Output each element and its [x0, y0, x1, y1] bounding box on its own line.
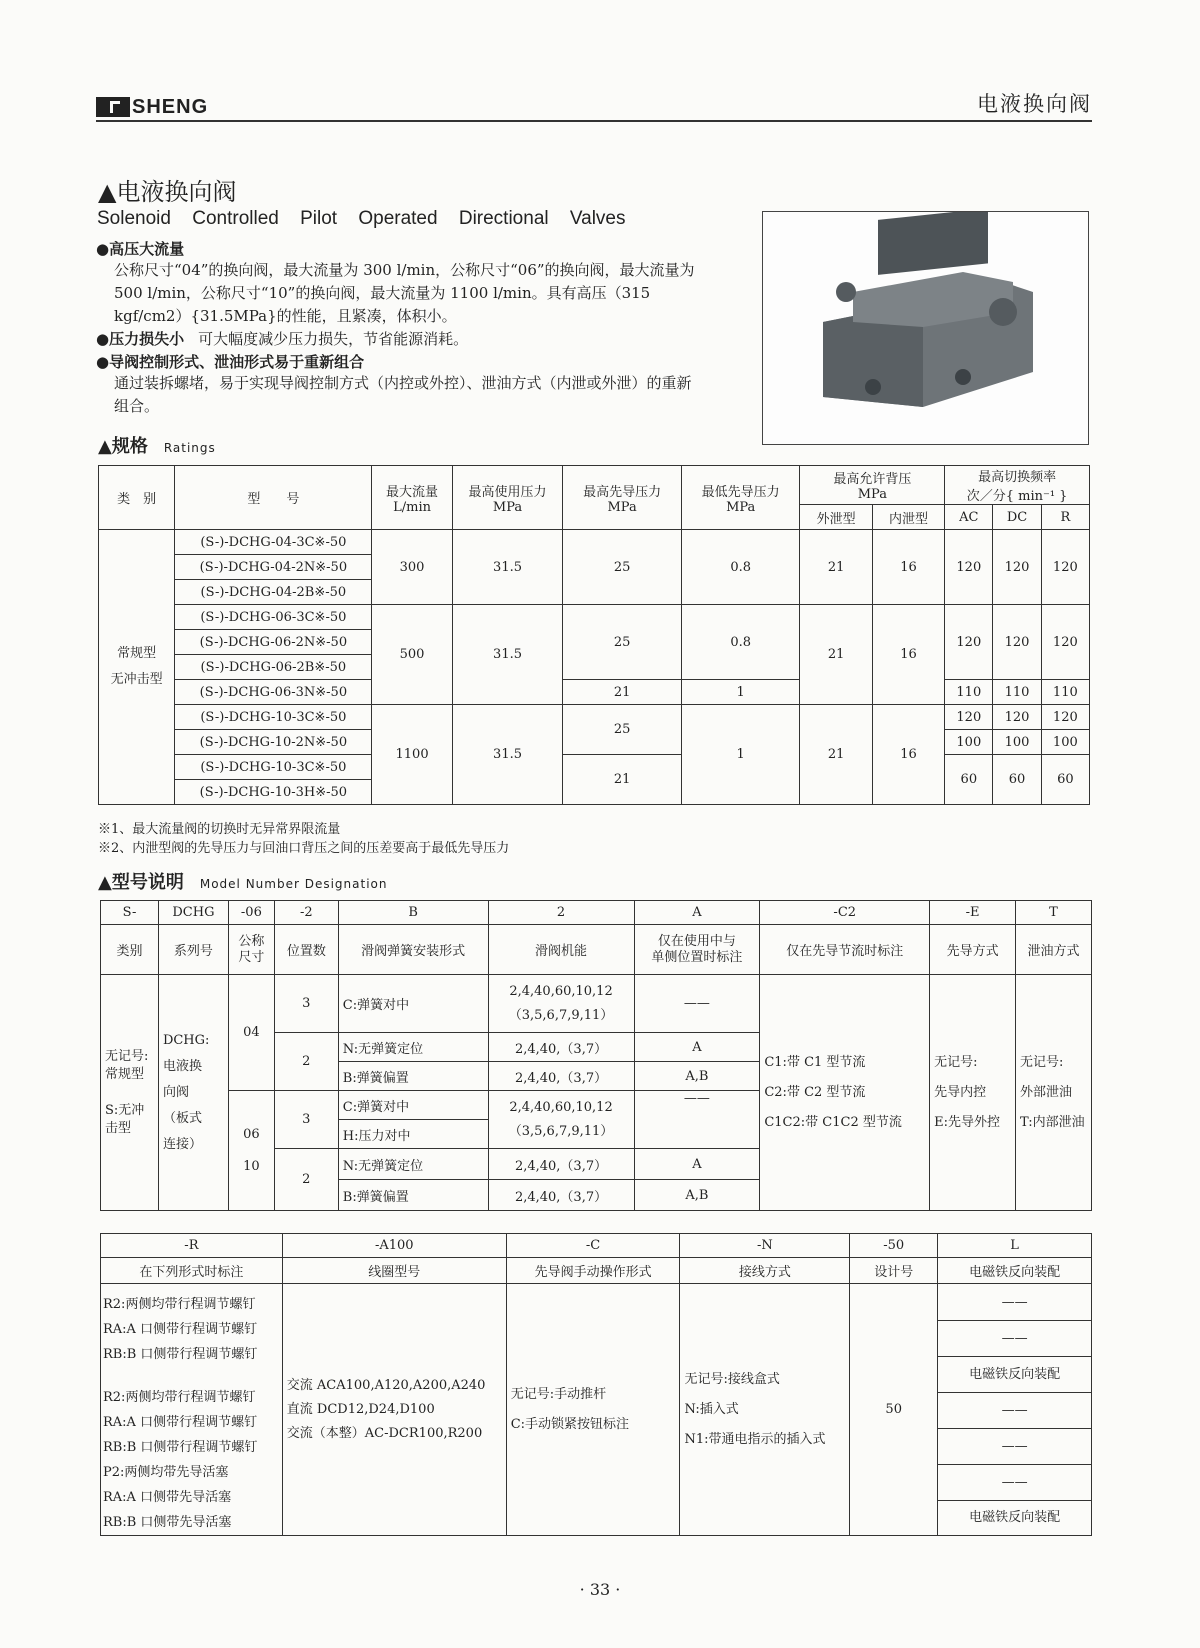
feature-heading: ●导阀控制形式、泄油形式易于重新组合: [96, 353, 365, 371]
spool-cell: 2,4,40,（3,7）: [488, 1062, 634, 1091]
reverse-item: ——: [938, 1393, 1091, 1429]
pressure-cell: 31.5: [452, 530, 563, 605]
model-table: [100, 900, 1092, 1211]
col-model: 型 号: [175, 466, 372, 530]
feature-text: 可大幅度减少压力损失，节省能源消耗。: [198, 330, 469, 348]
pilot-cell: 25: [563, 530, 682, 605]
col-unit: MPa: [492, 499, 523, 515]
spring-cell: B:弹簧偏置: [338, 1180, 488, 1211]
head-cell: 先导方式: [930, 925, 1016, 975]
throttle-cell: C1:带 C1 型节流 C2:带 C2 型节流 C1C2:带 C1C2 型节流: [760, 975, 930, 1211]
side-cell: A: [634, 1149, 760, 1180]
r-option-item: RB:B 口侧带先导活塞: [103, 1515, 232, 1530]
r-option-item: RA:A 口侧带行程调节螺钉: [103, 1322, 258, 1337]
col-max-flow: [372, 466, 452, 530]
code-cell: -N: [680, 1234, 850, 1258]
series-cell: DCHG: 电液换 向阀 （板式 连接）: [158, 975, 228, 1211]
ac-cell: 120: [945, 705, 993, 730]
pilot-cell: 21: [563, 680, 682, 705]
header-title: 电液换向阀: [977, 92, 1092, 116]
model-cell: (S-)-DCHG-10-3C※-50: [175, 755, 372, 780]
head-cell: 仅在使用中与 单侧位置时标注: [634, 925, 760, 975]
r-option-item: RB:B 口侧带行程调节螺钉: [103, 1347, 258, 1362]
col-frequency-label: 最高切换频率: [978, 470, 1057, 485]
pressure-cell: 31.5: [452, 705, 563, 805]
wiring-cell: 无记号:接线盒式 N:插入式 N1:带通电指示的插入式: [680, 1284, 850, 1536]
category-cell: 常规型 无冲击型: [99, 530, 175, 805]
col-dc: DC: [993, 505, 1041, 530]
model-cell: (S-)-DCHG-04-2N※-50: [175, 555, 372, 580]
head-cell: 在下列形式时标注: [101, 1258, 283, 1284]
r-cell: 120: [1041, 530, 1089, 605]
model-cell: (S-)-DCHG-06-2N※-50: [175, 630, 372, 655]
ac-cell: 120: [945, 605, 993, 680]
head-cell: 接线方式: [680, 1258, 850, 1284]
model-subtitle: Model Number Designation: [199, 877, 388, 891]
r-cell: 120: [1041, 705, 1089, 730]
spool-cell: 2,4,40,（3,7）: [488, 1149, 634, 1180]
code-cell: B: [338, 901, 488, 925]
ac-cell: 120: [945, 530, 993, 605]
model-title: [98, 868, 387, 894]
flow-cell: 300: [372, 530, 452, 605]
code-cell: -06: [228, 901, 274, 925]
flow-cell: 1100: [372, 705, 452, 805]
category-cell: 无记号: 常规型 S:无冲 击型: [101, 975, 159, 1211]
spool-cell: 2,4,40,（3,7）: [488, 1180, 634, 1211]
pilot-cell: 21: [563, 755, 682, 805]
ratings-title: [98, 432, 216, 458]
code-cell: L: [938, 1234, 1092, 1258]
reverse-item: ——: [938, 1285, 1091, 1321]
col-int: 内泄型: [872, 505, 944, 530]
flow-cell: 500: [372, 605, 452, 705]
r-cell: 110: [1041, 680, 1089, 705]
ac-cell: 110: [945, 680, 993, 705]
col-unit: MPa: [857, 487, 887, 502]
feature-heading: ●高压大流量: [96, 240, 185, 258]
logo-mark-icon: [96, 97, 130, 117]
code-cell: T: [1016, 901, 1092, 925]
model-title-text: ▲型号说明: [98, 872, 184, 893]
r-option-item: R2:两侧均带行程调节螺钉: [103, 1297, 256, 1312]
model-cell: (S-)-DCHG-06-3C※-50: [175, 605, 372, 630]
col-unit: MPa: [726, 499, 756, 515]
spring-cell: N:无弹簧定位: [338, 1149, 488, 1180]
side-cell: ——: [634, 975, 760, 1033]
head-cell: 先导阀手动操作形式: [506, 1258, 680, 1284]
code-cell: A: [634, 901, 760, 925]
head-cell: 位置数: [274, 925, 338, 975]
min-pilot-cell: 1: [681, 705, 800, 805]
model-cell: (S-)-DCHG-06-3N※-50: [175, 680, 372, 705]
brand-name: SHENG: [132, 95, 209, 118]
ratings-notes: [98, 818, 509, 856]
spool-cell: 2,4,40,（3,7）: [488, 1033, 634, 1062]
col-min-pilot-label: 最低先导压力: [701, 484, 780, 500]
ac-cell: 100: [945, 730, 993, 755]
drain-cell: 无记号: 外部泄油 T:内部泄油: [1016, 975, 1092, 1211]
col-unit: MPa: [607, 499, 637, 515]
int-cell: 16: [872, 705, 944, 805]
model-cell: (S-)-DCHG-04-3C※-50: [175, 530, 372, 555]
min-pilot-cell: 1: [681, 680, 800, 705]
reverse-item: 电磁铁反向装配: [938, 1357, 1091, 1393]
dc-cell: 120: [993, 605, 1041, 680]
page-title: ▲电液换向阀: [98, 178, 237, 206]
dc-cell: 120: [993, 530, 1041, 605]
code-cell: S-: [101, 901, 159, 925]
head-cell: 设计号: [850, 1258, 938, 1284]
feature-row: [96, 328, 696, 351]
product-photo: [762, 211, 1089, 445]
brand-logo: [96, 96, 208, 118]
dc-cell: 100: [993, 730, 1041, 755]
reverse-cell: [938, 1284, 1092, 1536]
model-cell: (S-)-DCHG-06-2B※-50: [175, 655, 372, 680]
col-r: R: [1041, 505, 1089, 530]
col-ext: 外泄型: [800, 505, 872, 530]
r-option-item: RB:B 口侧带行程调节螺钉: [103, 1440, 258, 1455]
size-cell: 06 10: [228, 1091, 274, 1211]
feature-text: 公称尺寸“04”的换向阀，最大流量为 300 l/min，公称尺寸“06”的换向阀，最大流量为 500 l/min，公称尺寸“10”的换向阀，最大流量为 1100 l/min。具有高压（315 kgf/cm2）{31.5MPa}的性能，且紧凑，体积小。: [114, 261, 695, 325]
position-cell: 2: [274, 1033, 338, 1091]
head-cell: 滑阀弹簧安装形式: [338, 925, 488, 975]
code-cell: -A100: [282, 1234, 506, 1258]
head-cell: 类别: [101, 925, 159, 975]
pilot-cell: 无记号: 先导内控 E:先导外控: [930, 975, 1016, 1211]
min-pilot-cell: 0.8: [681, 605, 800, 680]
reverse-item: ——: [938, 1465, 1091, 1501]
r-cell: 60: [1041, 755, 1089, 805]
model-cell: (S-)-DCHG-04-2B※-50: [175, 580, 372, 605]
head-cell: 公称 尺寸: [228, 925, 274, 975]
pilot-cell: 25: [563, 705, 682, 755]
dc-cell: 110: [993, 680, 1041, 705]
head-cell: 泄油方式: [1016, 925, 1092, 975]
spring-cell: N:无弹簧定位: [338, 1033, 488, 1062]
r-option-cell: [101, 1284, 283, 1536]
r-option-item: RA:A 口侧带行程调节螺钉: [103, 1415, 258, 1430]
head-cell: 仅在先导节流时标注: [760, 925, 930, 975]
pressure-cell: 31.5: [452, 605, 563, 705]
col-back-pressure: [800, 466, 945, 505]
spool-cell: 2,4,40,60,10,12 （3,5,6,7,9,11）: [488, 975, 634, 1033]
position-cell: 2: [274, 1149, 338, 1211]
size-cell: 04: [228, 975, 274, 1091]
code-cell: -50: [850, 1234, 938, 1258]
position-cell: 3: [274, 1091, 338, 1149]
col-category: 类 别: [99, 466, 175, 530]
head-cell: 滑阀机能: [488, 925, 634, 975]
col-min-pilot: [681, 466, 800, 530]
head-cell: 电磁铁反向装配: [938, 1258, 1092, 1284]
col-max-pilot: [563, 466, 682, 530]
code-cell: 2: [488, 901, 634, 925]
dc-cell: 60: [993, 755, 1041, 805]
note-2: ※2、内泄型阀的先导压力与回油口背压之间的压差要高于最低先导压力: [98, 841, 510, 856]
feature-text: 通过装拆螺堵，易于实现导阀控制方式（内控或外控）、泄油方式（内泄或外泄）的重新组合。: [114, 374, 692, 415]
code-cell: -C: [506, 1234, 680, 1258]
col-ac: AC: [945, 505, 993, 530]
coil-cell: 交流 ACA100,A120,A200,A240 直流 DCD12,D24,D100 交流（本整）AC-DCR100,R200: [282, 1284, 506, 1536]
model-options-table: [100, 1233, 1092, 1536]
ext-cell: 21: [800, 705, 872, 805]
manual-cell: 无记号:手动推杆 C:手动锁紧按钮标注: [506, 1284, 680, 1536]
code-cell: -2: [274, 901, 338, 925]
side-cell: ——: [634, 1091, 760, 1149]
spring-cell: H:压力对中: [338, 1120, 488, 1149]
col-frequency-unit: 次／分{ min⁻¹ }: [966, 489, 1068, 504]
head-cell: 线圈型号: [282, 1258, 506, 1284]
col-max-pilot-label: 最高先导压力: [583, 484, 662, 500]
code-cell: -R: [101, 1234, 283, 1258]
ratings-subtitle: Ratings: [163, 441, 216, 455]
int-cell: 16: [872, 605, 944, 705]
ratings-title-text: ▲规格: [98, 436, 148, 457]
col-max-pressure-label: 最高使用压力: [468, 484, 547, 500]
col-frequency: [945, 466, 1090, 505]
reverse-item: ——: [938, 1429, 1091, 1465]
spring-cell: C:弹簧对中: [338, 975, 488, 1033]
reverse-item: ——: [938, 1321, 1091, 1357]
col-max-pressure: [452, 466, 563, 530]
design-cell: 50: [850, 1284, 938, 1536]
ratings-table: [98, 465, 1090, 805]
page-number: · 33 ·: [579, 1580, 621, 1599]
r-option-item: R2:两侧均带行程调节螺钉: [103, 1390, 256, 1405]
spool-cell: 2,4,40,60,10,12 （3,5,6,7,9,11）: [488, 1091, 634, 1149]
side-cell: A,B: [634, 1062, 760, 1091]
code-cell: -E: [930, 901, 1016, 925]
side-cell: A: [634, 1033, 760, 1062]
col-max-flow-unit: L/min: [393, 499, 431, 515]
code-cell: DCHG: [158, 901, 228, 925]
int-cell: 16: [872, 530, 944, 605]
feature-heading: ●压力损失小: [96, 330, 185, 348]
code-cell: -C2: [760, 901, 930, 925]
r-cell: 120: [1041, 605, 1089, 680]
ext-cell: 21: [800, 605, 872, 705]
valve-image: [763, 212, 1088, 444]
page-subtitle: Solenoid Controlled Pilot Operated Directional Valves: [97, 208, 626, 229]
min-pilot-cell: 0.8: [681, 530, 800, 605]
note-1: ※1、最大流量阀的切换时无异常界限流量: [98, 822, 341, 837]
col-max-flow-label: 最大流量: [386, 484, 439, 500]
ac-cell: 60: [945, 755, 993, 805]
feature-list: [96, 238, 696, 418]
col-back-pressure-label: 最高允许背压: [833, 472, 912, 487]
head-cell: 系列号: [158, 925, 228, 975]
spring-cell: B:弹簧偏置: [338, 1062, 488, 1091]
side-cell: A,B: [634, 1180, 760, 1211]
reverse-item: 电磁铁反向装配: [969, 1509, 1061, 1525]
r-cell: 100: [1041, 730, 1089, 755]
header-divider: [96, 120, 1092, 122]
r-option-item: RA:A 口侧带先导活塞: [103, 1490, 232, 1505]
spring-cell: C:弹簧对中: [338, 1091, 488, 1120]
model-cell: (S-)-DCHG-10-3C※-50: [175, 705, 372, 730]
r-option-item: P2:两侧均带先导活塞: [103, 1465, 229, 1480]
model-cell: (S-)-DCHG-10-3H※-50: [175, 780, 372, 805]
pilot-cell: 25: [563, 605, 682, 680]
dc-cell: 120: [993, 705, 1041, 730]
model-cell: (S-)-DCHG-10-2N※-50: [175, 730, 372, 755]
position-cell: 3: [274, 975, 338, 1033]
ext-cell: 21: [800, 530, 872, 605]
